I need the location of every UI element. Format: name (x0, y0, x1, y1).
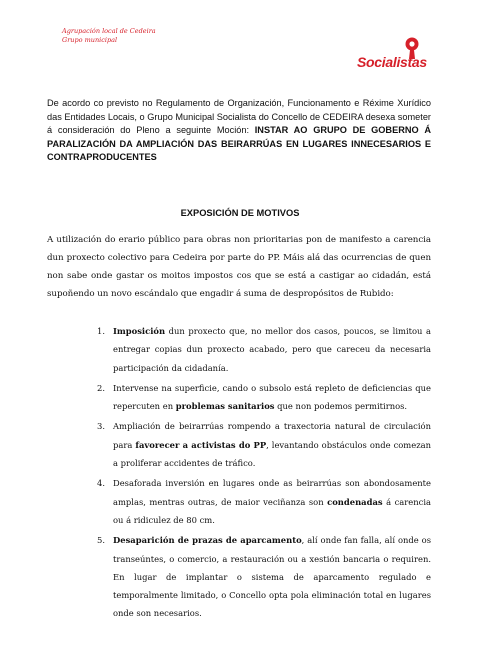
item-number: 3. (97, 421, 105, 432)
list-item (97, 474, 431, 529)
list-item (97, 417, 431, 472)
org-line-2: Grupo municipal (62, 36, 118, 44)
motion-title: INSTAR AO GRUPO DE GOBERNO Á PARALIZACIÓN DA AMPLIACIÓN DAS BEIRARRÚAS EN LUGARES INNECESARIOS E CONTRAPRODUCENTES (47, 125, 431, 163)
socialistas-logo (357, 36, 441, 76)
item-number: 4. (97, 478, 105, 489)
intro-text: De acordo co previsto no Regulamento de Organización, Funcionamento e Réxime Xurídico das Entidades Locais, o Grupo Municipal Socialista do Concello de CEDEIRA desexa someter á consideración do Pleno a seguinte Moción: (47, 98, 431, 136)
motives-list (97, 322, 431, 625)
list-item (97, 379, 431, 416)
item-bold: favorecer a activistas do PP (135, 439, 267, 450)
item-pre: Desaforada inversión en lugares onde as beirarrúas son abondosamente amplas, mentras outras, de maior veciñanza son (113, 478, 431, 507)
intro-paragraph (47, 97, 431, 165)
item-pre: Ampliación de beirarrúas rompendo a traxectoria natural de circulación para (113, 421, 431, 450)
item-text: á carencia ou á ridiculez de 80 cm. (113, 496, 431, 525)
list-item (97, 531, 431, 622)
item-text: que non podemos permitirnos. (274, 401, 408, 412)
item-pre: Intervense na superficie, cando o subsolo está repleto de deficiencias que repercuten en (113, 382, 431, 412)
logo-wordmark: Socialistas (357, 54, 427, 70)
org-header (62, 27, 156, 45)
item-bold: condenadas (327, 496, 383, 507)
list-item (97, 322, 431, 377)
item-text: dun proxecto que, no mellor dos casos, poucos, se limitou a entregar copias dun proxecto acabado, pero que careceu da necesaria participación da cidadanía. (113, 326, 431, 373)
item-number: 2. (97, 382, 105, 393)
item-text: , alí onde fan falla, alí onde os transeúntes, o comercio, a restauración ou a xestión bancaria o requiren. En lugar de implantar o sistema de aparcamento regulado e temporalmente limitado, o Concello opta pola eliminación total en lugares onde son necesarios. (113, 535, 431, 619)
item-number: 5. (97, 535, 105, 546)
org-line-1: Agrupación local de Cedeira (62, 27, 156, 35)
item-number: 1. (97, 326, 105, 336)
motives-paragraph: A utilización do erario público para obras non prioritarias pon de manifesto a carencia dun proxecto colectivo para Cedeira por parte do PP. Máis alá das ocurrencias de quen non sabe onde gastar os moitos impostos cos que se está a castigar ao cidadán, está supoñendo un novo escándalo que engadir á suma de despropósitos de Rubido: (47, 235, 431, 299)
item-text: , levantando obstáculos onde comezan a proliferar accidentes de tráfico. (113, 439, 431, 469)
item-bold: Desaparición de prazas de aparcamento (113, 535, 302, 546)
item-bold: Imposición (113, 326, 166, 336)
section-title: EXPOSICIÓN DE MOTIVOS (180, 208, 300, 218)
item-bold: problemas sanitarios (175, 401, 275, 412)
